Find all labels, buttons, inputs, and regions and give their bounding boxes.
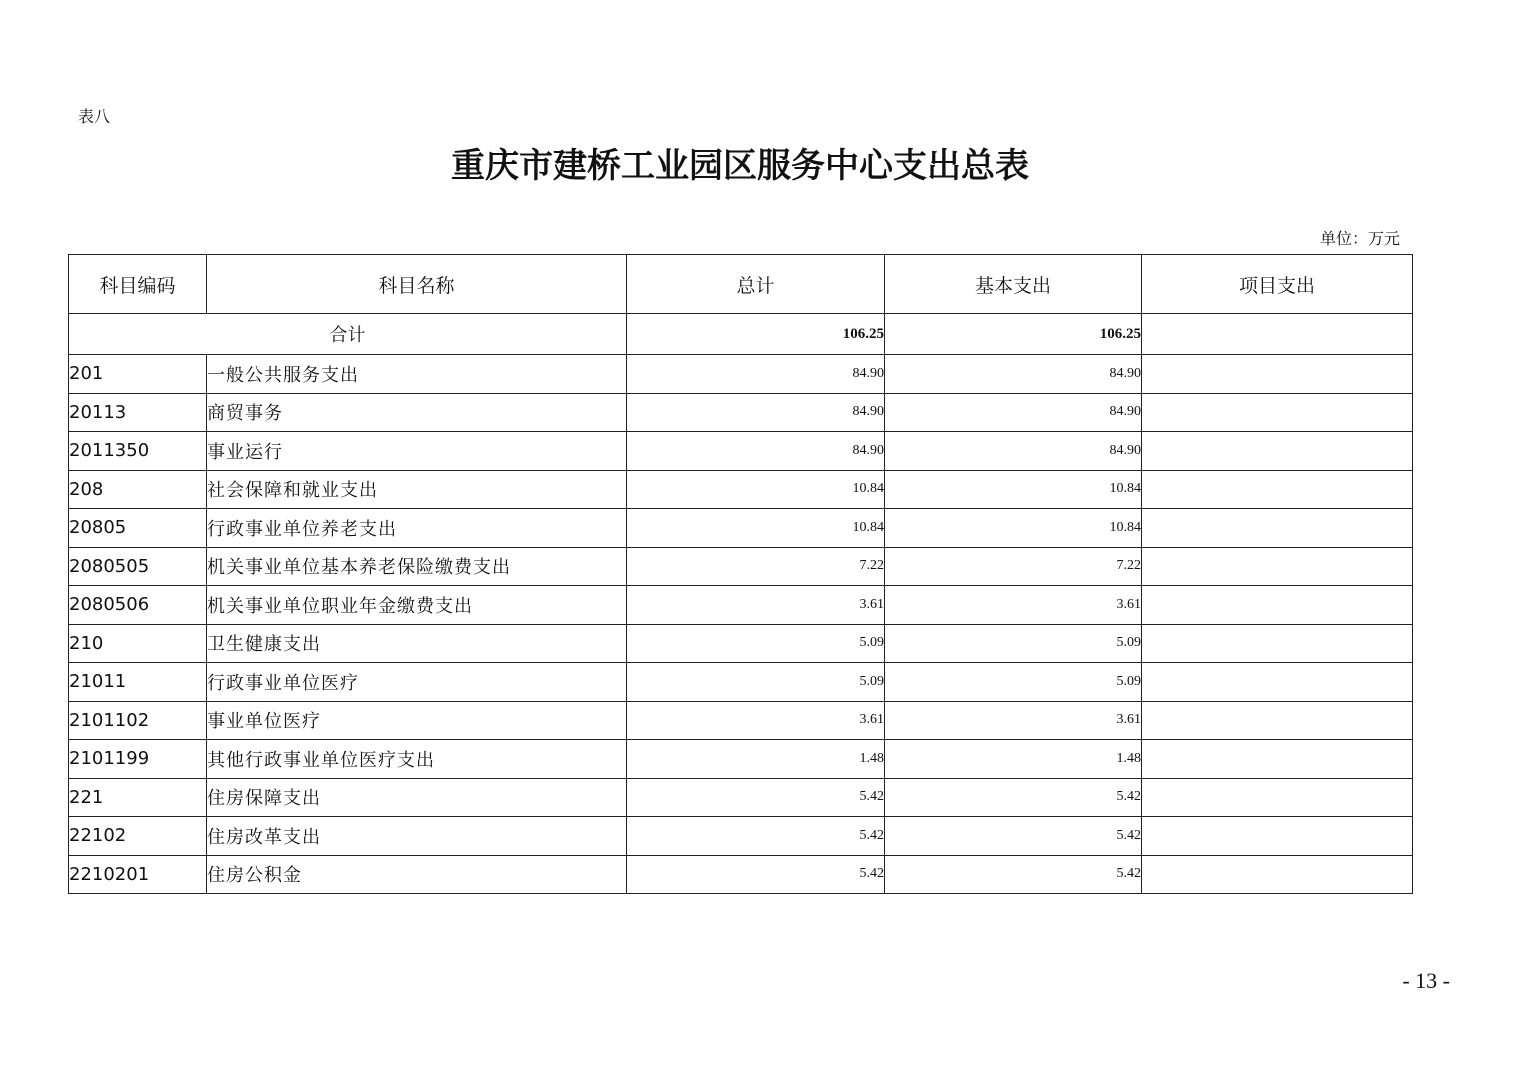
column-header-project: 项目支出 bbox=[1142, 255, 1413, 314]
row-code: 2080505 bbox=[69, 547, 207, 586]
row-code: 2101199 bbox=[69, 740, 207, 779]
page-title: 重庆市建桥工业园区服务中心支出总表 bbox=[451, 146, 1029, 186]
row-code: 2011350 bbox=[69, 432, 207, 471]
row-total: 1.48 bbox=[627, 740, 885, 779]
row-code: 208 bbox=[69, 470, 207, 509]
row-basic: 84.90 bbox=[885, 355, 1142, 394]
row-project bbox=[1142, 778, 1413, 817]
table-row bbox=[69, 509, 1413, 548]
row-basic: 5.42 bbox=[885, 855, 1142, 894]
row-total: 84.90 bbox=[627, 432, 885, 471]
row-project bbox=[1142, 817, 1413, 856]
table-row bbox=[69, 470, 1413, 509]
table-header-row bbox=[69, 255, 1413, 314]
column-header-total: 总计 bbox=[627, 255, 885, 314]
total-value: 106.25 bbox=[627, 314, 885, 355]
row-code: 2080506 bbox=[69, 586, 207, 625]
row-code: 2101102 bbox=[69, 701, 207, 740]
row-code: 20113 bbox=[69, 393, 207, 432]
table-row bbox=[69, 624, 1413, 663]
row-name: 住房改革支出 bbox=[207, 817, 627, 856]
expense-table bbox=[68, 254, 1413, 894]
row-project bbox=[1142, 586, 1413, 625]
total-project-value bbox=[1142, 314, 1413, 355]
row-total: 5.42 bbox=[627, 855, 885, 894]
row-basic: 3.61 bbox=[885, 701, 1142, 740]
row-basic: 5.42 bbox=[885, 817, 1142, 856]
page-number: - 13 - bbox=[1402, 968, 1450, 993]
total-label: 合计 bbox=[69, 314, 627, 355]
row-total: 5.42 bbox=[627, 817, 885, 856]
row-total: 5.42 bbox=[627, 778, 885, 817]
table-row bbox=[69, 355, 1413, 394]
row-name: 行政事业单位养老支出 bbox=[207, 509, 627, 548]
row-basic: 5.42 bbox=[885, 778, 1142, 817]
row-basic: 1.48 bbox=[885, 740, 1142, 779]
total-basic-value: 106.25 bbox=[885, 314, 1142, 355]
row-name: 机关事业单位职业年金缴费支出 bbox=[207, 586, 627, 625]
table-row bbox=[69, 663, 1413, 702]
row-code: 20805 bbox=[69, 509, 207, 548]
row-basic: 84.90 bbox=[885, 393, 1142, 432]
column-header-code: 科目编码 bbox=[69, 255, 207, 314]
row-total: 5.09 bbox=[627, 624, 885, 663]
row-total: 7.22 bbox=[627, 547, 885, 586]
table-row bbox=[69, 701, 1413, 740]
row-project bbox=[1142, 701, 1413, 740]
row-code: 21011 bbox=[69, 663, 207, 702]
column-header-basic: 基本支出 bbox=[885, 255, 1142, 314]
row-total: 3.61 bbox=[627, 701, 885, 740]
row-project bbox=[1142, 855, 1413, 894]
row-name: 住房公积金 bbox=[207, 855, 627, 894]
table-body bbox=[69, 314, 1413, 894]
row-total: 84.90 bbox=[627, 393, 885, 432]
row-basic: 5.09 bbox=[885, 663, 1142, 702]
row-name: 社会保障和就业支出 bbox=[207, 470, 627, 509]
row-basic: 5.09 bbox=[885, 624, 1142, 663]
row-name: 机关事业单位基本养老保险缴费支出 bbox=[207, 547, 627, 586]
row-name: 事业运行 bbox=[207, 432, 627, 471]
table-label: 表八 bbox=[78, 107, 111, 126]
row-project bbox=[1142, 740, 1413, 779]
row-basic: 10.84 bbox=[885, 509, 1142, 548]
row-project bbox=[1142, 470, 1413, 509]
row-name: 事业单位医疗 bbox=[207, 701, 627, 740]
row-project bbox=[1142, 355, 1413, 394]
row-code: 210 bbox=[69, 624, 207, 663]
row-code: 22102 bbox=[69, 817, 207, 856]
row-basic: 7.22 bbox=[885, 547, 1142, 586]
row-name: 其他行政事业单位医疗支出 bbox=[207, 740, 627, 779]
table-row bbox=[69, 586, 1413, 625]
row-name: 商贸事务 bbox=[207, 393, 627, 432]
row-project bbox=[1142, 393, 1413, 432]
row-basic: 84.90 bbox=[885, 432, 1142, 471]
table-row bbox=[69, 432, 1413, 471]
row-code: 2210201 bbox=[69, 855, 207, 894]
row-code: 221 bbox=[69, 778, 207, 817]
row-name: 卫生健康支出 bbox=[207, 624, 627, 663]
row-project bbox=[1142, 509, 1413, 548]
table-row bbox=[69, 817, 1413, 856]
row-project bbox=[1142, 624, 1413, 663]
unit-label: 单位：万元 bbox=[1319, 229, 1400, 248]
total-row bbox=[69, 314, 1413, 355]
row-name: 一般公共服务支出 bbox=[207, 355, 627, 394]
row-code: 201 bbox=[69, 355, 207, 394]
row-total: 84.90 bbox=[627, 355, 885, 394]
row-total: 10.84 bbox=[627, 470, 885, 509]
row-project bbox=[1142, 547, 1413, 586]
row-basic: 3.61 bbox=[885, 586, 1142, 625]
row-total: 10.84 bbox=[627, 509, 885, 548]
row-name: 住房保障支出 bbox=[207, 778, 627, 817]
table-row bbox=[69, 393, 1413, 432]
row-total: 3.61 bbox=[627, 586, 885, 625]
column-header-name: 科目名称 bbox=[207, 255, 627, 314]
table-row bbox=[69, 740, 1413, 779]
table-row bbox=[69, 855, 1413, 894]
row-basic: 10.84 bbox=[885, 470, 1142, 509]
row-project bbox=[1142, 432, 1413, 471]
table-row bbox=[69, 778, 1413, 817]
row-project bbox=[1142, 663, 1413, 702]
row-name: 行政事业单位医疗 bbox=[207, 663, 627, 702]
table-row bbox=[69, 547, 1413, 586]
row-total: 5.09 bbox=[627, 663, 885, 702]
